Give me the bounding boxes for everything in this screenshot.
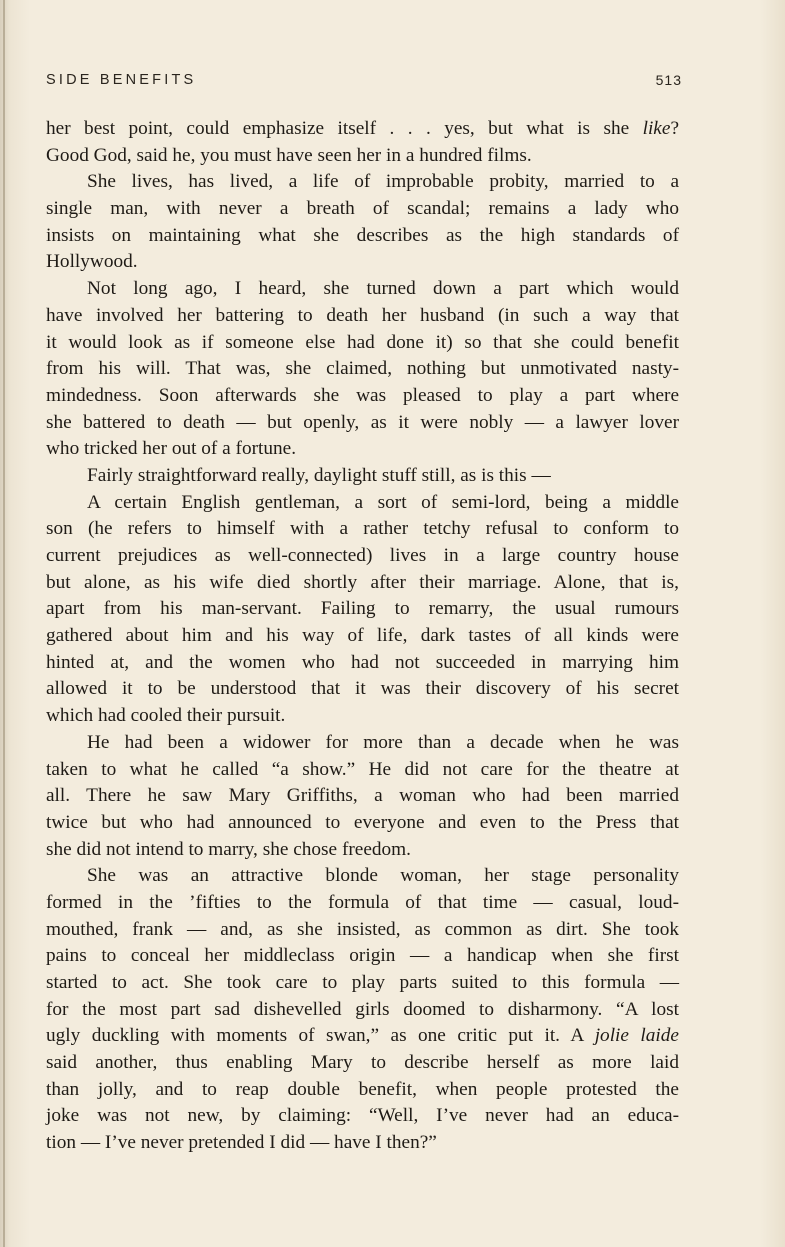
text-line: taken to what he called “a show.” He did not care for the theatre at	[46, 758, 679, 780]
text-line: started to act. She took care to play parts suited to this formula —	[46, 972, 679, 993]
body-text	[46, 116, 679, 1157]
text-line: but alone, as his wife died shortly after their marriage. Alone, that is,	[46, 571, 679, 593]
text-line: for the most part sad dishevelled girls doomed to disharmony. “A lost	[46, 998, 679, 1020]
text-line: said another, thus enabling Mary to describe herself as more laid	[46, 1052, 679, 1074]
text-line: she did not intend to marry, she chose freedom.	[46, 838, 411, 860]
running-head	[46, 72, 682, 94]
page-gutter-edge	[3, 0, 5, 1247]
running-head-title: SIDE BENEFITS	[46, 72, 197, 88]
text-line: from his will. That was, she claimed, nothing but unmotivated nasty-	[46, 358, 679, 380]
text-line: son (he refers to himself with a rather tetchy refusal to conform to	[46, 518, 679, 540]
text-line: hinted at, and the women who had not succeeded in marrying him	[46, 651, 679, 673]
text-line: which had cooled their pursuit.	[46, 705, 286, 727]
text-line: Hollywood.	[46, 251, 138, 273]
text-line: formed in the ’fifties to the formula of that time — casual, loud-	[46, 891, 679, 913]
page-number: 513	[655, 72, 682, 88]
text-line: than jolly, and to reap double benefit, when people protested the	[46, 1078, 679, 1100]
text-line: allowed it to be understood that it was their discovery of his secret	[46, 678, 679, 700]
text-line: have involved her battering to death her husband (in such a way that	[46, 304, 679, 326]
text-line: single man, with never a breath of scandal; remains a lady who	[46, 198, 679, 220]
text-line: She was an attractive blonde woman, her stage personality	[87, 865, 679, 887]
text-line: twice but who had announced to everyone and even to the Press that	[46, 811, 679, 833]
text-line: pains to conceal her middleclass origin — a handicap when she first	[46, 945, 679, 967]
text-line: insists on maintaining what she describes as the high standards of	[46, 224, 679, 246]
text-line: He had been a widower for more than a decade when he was	[87, 731, 679, 753]
text-line: tion — I’ve never pretended I did — have I then?”	[46, 1132, 437, 1154]
text-line: mindedness. Soon afterwards she was pleased to play a part where	[46, 384, 679, 406]
text-line: gathered about him and his way of life, dark tastes of all kinds were	[46, 625, 679, 647]
text-line: apart from his man-servant. Failing to remarry, the usual rumours	[46, 598, 679, 620]
text-line: ugly duckling with moments of swan,” as one critic put it. A jolie laide	[46, 1025, 679, 1047]
text-line: current prejudices as well-connected) lives in a large country house	[46, 545, 679, 566]
text-line: she battered to death — but openly, as it were nobly — a lawyer lover	[46, 411, 679, 433]
text-line: her best point, could emphasize itself . . . yes, but what is she like?	[46, 118, 679, 139]
text-line: A certain English gentleman, a sort of semi-lord, being a middle	[87, 491, 679, 513]
text-line: joke was not new, by claiming: “Well, I’ve never had an educa-	[46, 1105, 679, 1127]
text-line: Fairly straightforward really, daylight stuff still, as is this —	[87, 464, 551, 486]
text-line: all. There he saw Mary Griffiths, a woman who had been married	[46, 785, 679, 807]
text-line: She lives, has lived, a life of improbable probity, married to a	[87, 171, 679, 193]
text-line: it would look as if someone else had done it) so that she could benefit	[46, 331, 679, 353]
text-line: Not long ago, I heard, she turned down a part which would	[87, 278, 679, 300]
text-line: who tricked her out of a fortune.	[46, 438, 297, 460]
text-line: mouthed, frank — and, as she insisted, as common as dirt. She took	[46, 918, 679, 940]
text-line: Good God, said he, you must have seen her in a hundred films.	[46, 144, 532, 166]
